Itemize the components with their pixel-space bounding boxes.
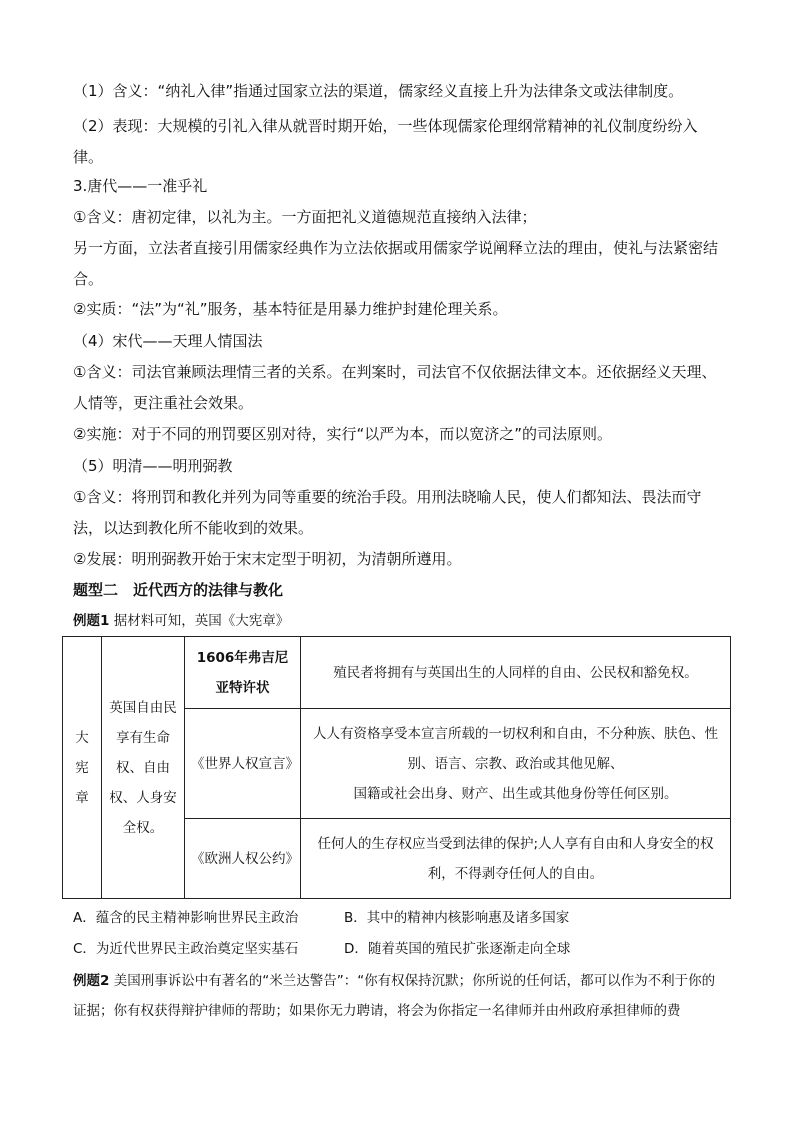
table-cell-content-virginia: 殖民者将拥有与英国出生的人同样的自由、公民权和豁免权。 [301,637,731,709]
text-line-4: ①含义：唐初定律，以礼为主。一方面把礼义道德规范直接纳入法律； [73,208,537,226]
question-2-label: 例题2 [73,973,110,989]
text-line-6: ②实质：“法”为“礼”服务，基本特征是用暴力维护封建伦理关系。 [73,300,508,318]
option-b: B．其中的精神内核影响惠及诸多国家 [344,910,570,926]
text-line-1: （1）含义：“纳礼入律”指通过国家立法的渠道，儒家经义直接上升为法律条文或法律制度。 [73,82,684,100]
table-cell-magna-carta: 大宪章 [63,637,102,899]
udhr-text-b: 国籍或社会出身、财产、出生或其他身份等任何区别。 [353,785,678,802]
option-c: C．为近代世界民主政治奠定坚实基石 [73,941,299,957]
text-line-11: ①含义：将刑罚和教化并列为同等重要的统治手段。用刑法晓喻人民，使人们都知法、畏法而守法，以达到教化所不能收到的效果。 [73,488,702,537]
question-1-stem [73,606,723,637]
comparison-table [62,636,731,899]
text-line-8: ①含义：司法官兼顾法理情三者的关系。在判案时，司法官不仅依据法律文本。还依据经义天理、人情等，更注重社会效果。 [73,363,717,412]
text-line-7: （4）宋代——天理人情国法 [73,332,263,350]
text-line-12: ②发展：明刑弼教开始于宋末定型于明初，为清朝所遵用。 [73,550,462,568]
text-line-9: ②实施：对于不同的刑罚要区别对待，实行“以严为本，而以宽济之”的司法原则。 [73,425,612,443]
table-cell-content-udhr [301,709,731,819]
text-line-10: （5）明清——明刑弼教 [73,457,233,475]
question-2-stem [73,966,723,1026]
text-line-5: 另一方面，立法者直接引用儒家经典作为立法依据或用儒家学说阐释立法的理由，使礼与法紧密结合。 [73,239,719,288]
question-1-text: 据材料可知，英国《大宪章》 [113,613,290,629]
option-d: D．随着英国的殖民扩张逐渐走向全球 [344,941,571,957]
text-line-2: （2）表现：大规模的引礼入律从就晋时期开始，一些体现儒家伦理纲常精神的礼仪制度纷纷入律。 [73,117,698,166]
table-cell-english-rights: 英国自由民享有生命权、自由权、人身安全权。 [102,637,185,899]
section-heading: 题型二 近代西方的法律与教化 [73,581,284,599]
text-line-3: 3.唐代——一准乎礼 [73,177,208,195]
table-cell-content-echr: 任何人的生存权应当受到法律的保护;人人享有自由和人身安全的权利，不得剥夺任何人的自由。 [301,819,731,899]
question-1-label: 例题1 [73,613,110,629]
table-cell-doc-echr: 《欧洲人权公约》 [185,819,301,899]
option-a: A．蕴含的民主精神影响世界民主政治 [73,910,299,926]
table-cell-doc-udhr: 《世界人权宣言》 [185,709,301,819]
question-2-text: 美国刑事诉讼中有著名的“米兰达警告”：“你有权保持沉默；你所说的任何话，都可以作为不利于你的证据；你有权获得辩护律师的帮助；如果你无力聘请，将会为你指定一名律师并由州政府承担律师的费 [73,973,716,1019]
udhr-text-a: 人人有资格享受本宣言所载的一切权利和自由，不分种族、肤色、性别、语言、宗教、政治或其他见解、 [313,725,718,772]
table-cell-doc-virginia: 1606年弗吉尼亚特许状 [185,637,301,709]
